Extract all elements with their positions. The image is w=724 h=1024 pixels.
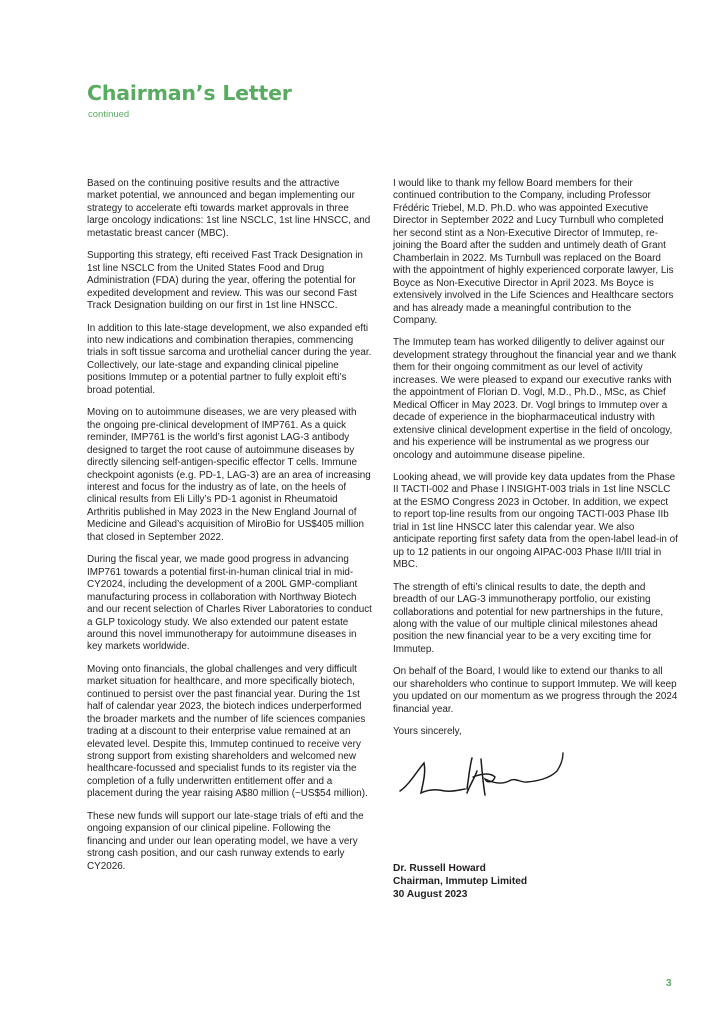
signer-role: Chairman, Immutep Limited	[393, 876, 528, 887]
signature-block	[393, 862, 527, 901]
body-paragraph: I would like to thank my fellow Board members for their continued contribution to the Company, including Professor Frédéric Triebel, M.D. Ph.D. who was appointed Executive Director in September 2022 and Lucy Turnbull who completed her second stint as a Non-Executive Director of Immutep, re-joining the Board after the sudden and untimely death of Grant Chamberlain in 2022. Ms Turnbull was replaced on the Board with the appointment of highly experienced corporate lawyer, Lis Boyce as Non-Executive Director in April 2023. Ms Boyce is extensively involved in the Life Sciences and Healthcare sectors and has already made a meaningful contribution to the Company.	[393, 178, 674, 326]
body-paragraph: Moving onto financials, the global challenges and very difficult market situation for healthcare, and more specifically biotech, continued to persist over the past financial year. During the 1st half of calendar year 2023, the biotech indices underperformed the broader markets and the number of life sciences companies trading at a discount to their enterprise value remained at an elevated level. Despite this, Immutep continued to receive very strong support from existing shareholders and welcomed new healthcare-focussed and specialist funds to its register via the completion of a fully underwritten entitlement offer and a placement during the year raising A$80 million (~US$54 million).	[87, 663, 368, 800]
page-subtitle: continued	[88, 109, 130, 120]
signature-stroke	[400, 763, 465, 793]
handwritten-signature	[397, 749, 572, 801]
signature-date: 30 August 2023	[393, 889, 468, 900]
page-number: 3	[666, 978, 672, 989]
right-column	[393, 178, 678, 805]
body-paragraph: Based on the continuing positive results and the attractive market potential, we announced and began implementing our strategy to accelerate efti towards market approvals in three large oncology indications: 1st line NSCLC, 1st line HNSCC, and metastatic breast cancer (MBC).	[87, 178, 371, 239]
body-paragraph: These new funds will support our late-stage trials of efti and the ongoing expansion of our clinical pipeline. Following the financing and under our lean operating model, we have a very strong cash position, and our cash runway extends to early CY2026.	[87, 810, 364, 872]
page-title: Chairman’s Letter	[87, 81, 292, 105]
signer-name: Dr. Russell Howard	[393, 863, 486, 874]
body-paragraph: In addition to this late-stage development, we also expanded efti into new indications and combination therapies, commencing trials in soft tissue sarcoma and urothelial cancer during the year. Collectively, our late-stage and expanding clinical pipeline positions Immutep or a potential partner to fully exploit efti’s broad potential.	[87, 322, 372, 396]
body-paragraph: The strength of efti’s clinical results to date, the depth and breadth of our LAG-3 immunotherapy portfolio, our existing collaborations and potential for new partnerships in the future, along with the value of our multiple clinical milestones ahead position the new financial year to be a very exciting time for Immutep.	[393, 581, 664, 655]
closing-salutation: Yours sincerely,	[393, 726, 462, 738]
left-column	[87, 178, 372, 883]
body-paragraph: During the fiscal year, we made good progress in advancing IMP761 towards a potential first-in-human clinical trial in mid-CY2024, including the development of a 200L GMP-compliant manufacturing process in collaboration with Northway Biotech and our recent selection of Charles River Laboratories to conduct a GLP toxicology study. We also extended our patent estate around this novel immunotherapy for autoimmune diseases in key markets worldwide.	[87, 554, 372, 653]
signature-stroke	[473, 753, 563, 783]
body-paragraph: Supporting this strategy, efti received Fast Track Designation in 1st line NSCLC from the United States Food and Drug Administration (FDA) during the year, offering the potential for expedited development and review. This was our second Fast Track Designation building on our first in 1st line HNSCC.	[87, 250, 363, 312]
body-paragraph: The Immutep team has worked diligently to deliver against our development strategy throughout the financial year and we thank them for their ongoing commitment as our level of activity increases. We were pleased to expand our executive ranks with the appointment of Florian D. Vogl, M.D., Ph.D., MSc, as Chief Medical Officer in May 2023. Dr. Vogl brings to Immutep over a decade of experience in the biopharmaceutical industry with extensive clinical development expertise in the field of oncology, and his experience will be instrumental as we progress our oncology and autoimmune disease pipeline.	[393, 337, 677, 461]
body-paragraph: On behalf of the Board, I would like to extend our thanks to all our shareholders who continue to support Immutep. We will keep you updated on our momentum as we progress through the 2024 financial year.	[393, 666, 678, 715]
body-paragraph: Moving on to autoimmune diseases, we are very pleased with the ongoing pre-clinical development of IMP761. As a quick reminder, IMP761 is the world’s first agonist LAG-3 antibody designed to target the root cause of autoimmune diseases by directly silencing self-antigen-specific effector T cells. Immune checkpoint agonists (e.g. PD-1, LAG-3) are an area of increasing interest and focus for the industry as of late, on the heels of clinical results from Eli Lilly’s PD-1 agonist in Rheumatoid Arthritis published in May 2023 in the New England Journal of Medicine and Gilead’s acquisition of MiroBio for US$405 million that closed in September 2022.	[87, 407, 371, 543]
body-paragraph: Looking ahead, we will provide key data updates from the Phase II TACTI-002 and Phase I INSIGHT-003 trials in 1st line NSCLC at the ESMO Congress 2023 in October. In addition, we expect to report top-line results from our ongoing TACTI-003 Phase IIb trial in 1st line HNSCC later this calendar year. We also anticipate reporting first safety data from the open-label lead-in of up to 12 patients in our ongoing AIPAC-003 Phase II/III trial in MBC.	[393, 471, 678, 571]
